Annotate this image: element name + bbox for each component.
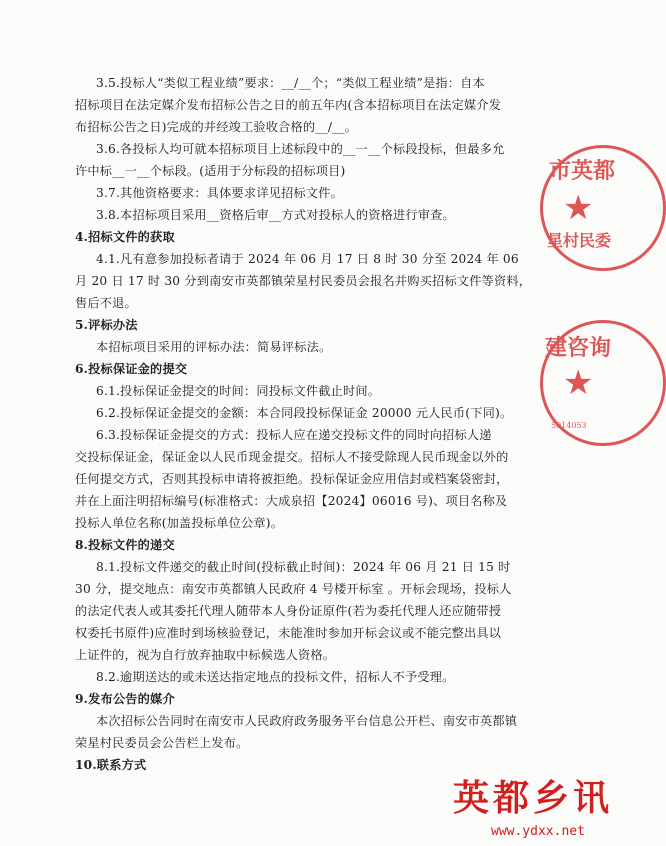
text-line: 权委托书原件)应准时到场核验登记，未能准时参加开标会议或不能完整出具以 bbox=[75, 626, 502, 640]
star-icon: ★ bbox=[563, 363, 594, 403]
section-heading: 5.评标办法 bbox=[75, 318, 138, 332]
text-line: 3.8.本招标项目采用__资格后审__方式对投标人的资格进行审查。 bbox=[96, 208, 455, 222]
text-line: 3.6.各投标人均可就本招标项目上述标段中的__一__个标段投标，但最多允 bbox=[96, 142, 505, 156]
red-seal-top bbox=[540, 145, 666, 271]
seal-number: 5014053 bbox=[551, 421, 587, 430]
section-heading: 4.招标文件的获取 bbox=[75, 230, 175, 244]
text-line: 售后不退。 bbox=[75, 296, 137, 310]
text-line: 6.3.投标保证金提交的方式：投标人应在递交投标文件的同时向招标人递 bbox=[96, 428, 492, 442]
seal-text: 市英都 bbox=[549, 158, 616, 184]
text-line: 6.1.投标保证金提交的时间：同投标文件截止时间。 bbox=[96, 384, 381, 398]
text-line: 并在上面注明招标编号(标准格式：大成泉招【2024】06016 号)、项目名称及 bbox=[75, 494, 508, 508]
text-line: 30 分，提交地点：南安市英都镇人民政府 4 号楼开标室 。开标会现场，投标人 bbox=[75, 582, 512, 596]
text-line: 许中标__一__个标段。(适用于分标段的招标项目) bbox=[75, 164, 346, 178]
text-line: 6.2.投标保证金提交的金额：本合同段投标保证金 20000 元人民币(下同)。 bbox=[96, 406, 513, 420]
watermark-url: www.ydxx.net bbox=[491, 824, 585, 839]
text-line: 招标项目在法定媒介发布招标公告之日的前五年内(含本招标项目在法定媒介发 bbox=[75, 98, 502, 112]
text-line: 3.7.其他资格要求：具体要求详见招标文件。 bbox=[96, 186, 344, 200]
section-heading: 6.投标保证金的提交 bbox=[75, 362, 188, 376]
text-line: 任何提交方式，否则其投标申请将被拒绝。投标保证金应用信封或档案袋密封， bbox=[75, 472, 509, 486]
star-icon: ★ bbox=[563, 188, 594, 228]
text-line: 3.5.投标人“类似工程业绩”要求：__/__个；“类似工程业绩”是指：自本 bbox=[96, 76, 485, 90]
text-line: 交投标保证金，保证金以人民币现金提交。招标人不接受除现人民币现金以外的 bbox=[75, 450, 509, 464]
text-line: 4.1.凡有意参加投标者请于 2024 年 06 月 17 日 8 时 30 分至 2024 年 06 bbox=[96, 252, 519, 266]
text-line: 8.2.逾期送达的或未送达指定地点的投标文件，招标人不予受理。 bbox=[96, 670, 455, 684]
text-line: 荣星村民委员会公告栏上发布。 bbox=[75, 736, 249, 750]
text-line: 8.1.投标文件递交的截止时间(投标截止时间)：2024 年 06 月 21 日 15 时 bbox=[96, 560, 511, 574]
text-line: 投标人单位名称(加盖投标单位公章)。 bbox=[75, 516, 284, 530]
seal-text-lower: 星村民委 bbox=[547, 231, 612, 250]
red-seal-middle bbox=[540, 320, 666, 446]
watermark bbox=[445, 770, 614, 846]
text-line: 本次招标公告同时在南安市人民政府政务服务平台信息公开栏、南安市英都镇 bbox=[96, 714, 518, 728]
text-line: 的法定代表人或其委托代理人随带本人身份证原件(若为委托代理人还应随带授 bbox=[75, 604, 502, 618]
section-heading: 10.联系方式 bbox=[75, 758, 147, 772]
seal-text: 建咨询 bbox=[545, 335, 612, 361]
text-line: 上证件的，视为自行放弃抽取中标候选人资格。 bbox=[75, 648, 336, 662]
text-line: 本招标项目采用的评标办法：简易评标法。 bbox=[96, 340, 332, 354]
text-line: 月 20 日 17 时 30 分到南安市英都镇荣星村民委员会报名并购买招标文件等资料， bbox=[75, 274, 532, 288]
watermark-brand: 英都乡讯 bbox=[453, 777, 614, 819]
text-line: 布招标公告之日)完成的并经竣工验收合格的__/__。 bbox=[75, 120, 358, 134]
section-heading: 8.投标文件的递交 bbox=[75, 538, 175, 552]
section-heading: 9.发布公告的媒介 bbox=[75, 692, 175, 706]
